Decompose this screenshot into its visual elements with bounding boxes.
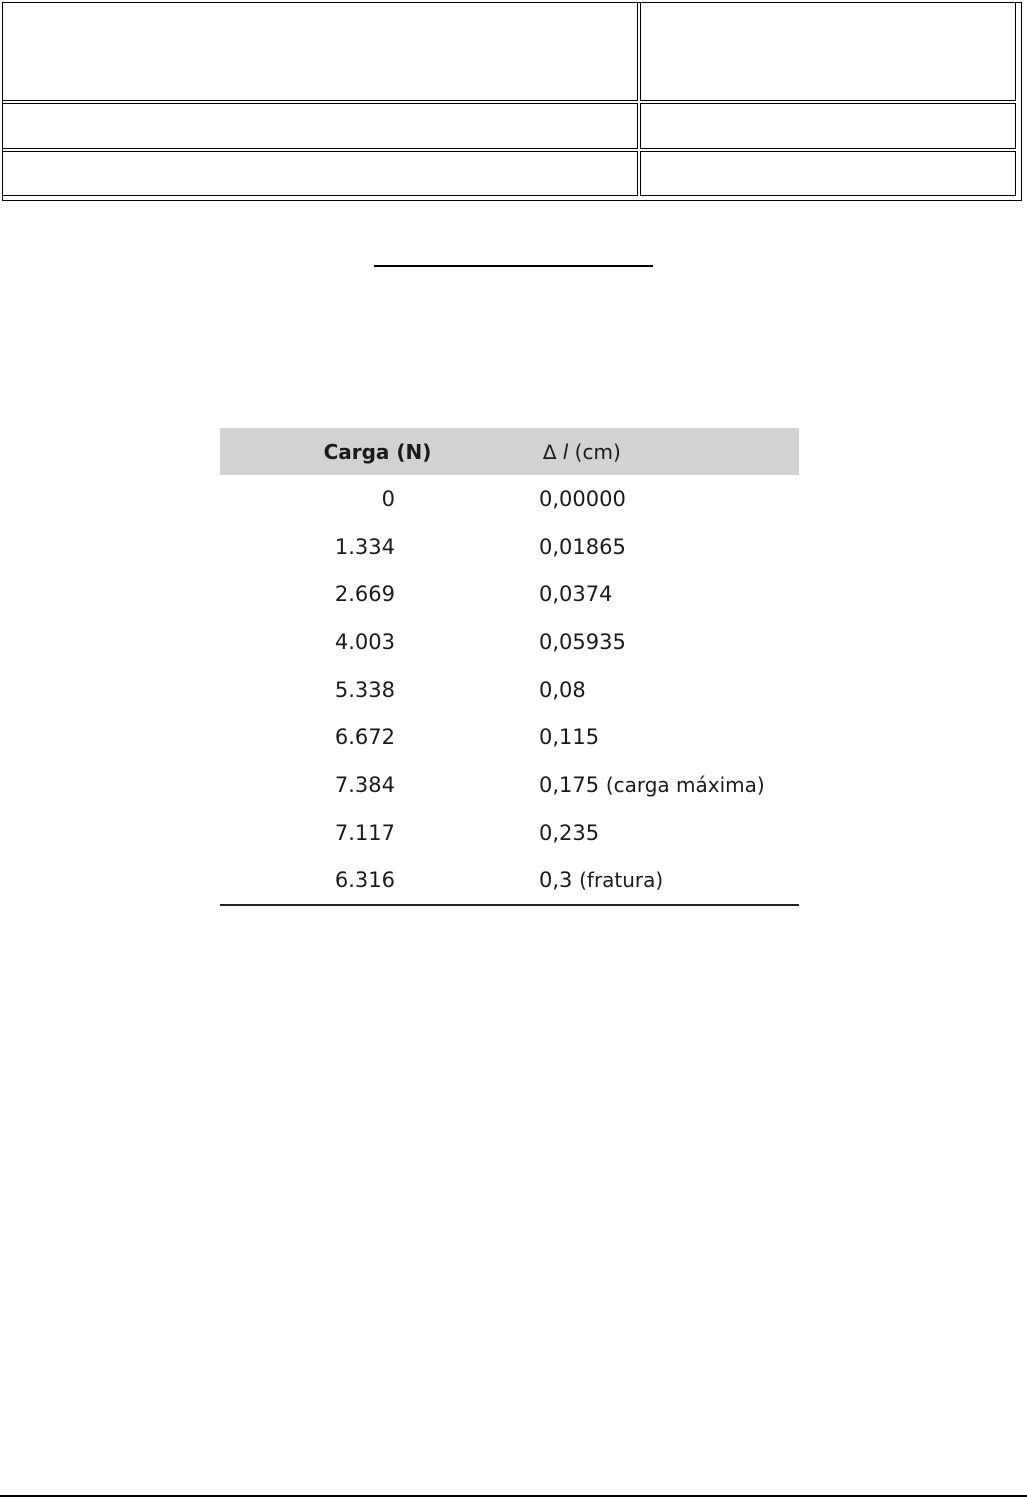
- delta-cell: [535, 713, 799, 761]
- table-row: [220, 857, 799, 906]
- table-row: [220, 666, 799, 714]
- delta-unit: (cm): [574, 439, 621, 464]
- header-cell-3-left: [2, 151, 638, 196]
- table-row: [220, 761, 799, 809]
- delta-value: 0,175: [539, 772, 600, 797]
- delta-value: 0,01865: [539, 534, 626, 559]
- header-cell-1-right: [640, 2, 1016, 101]
- footer-rule: [0, 1495, 1027, 1497]
- table-row: [220, 570, 799, 618]
- table-row: [220, 809, 799, 857]
- delta-value: 0,0374: [539, 582, 613, 607]
- delta-cell: [535, 809, 799, 857]
- title-underline: [374, 265, 653, 267]
- max-load-note: (carga máxima): [605, 772, 765, 797]
- load-elongation-table: [220, 428, 799, 906]
- header-cell-3-right: [640, 151, 1016, 196]
- delta-cell: [535, 475, 799, 523]
- load-cell: 2.669: [334, 582, 395, 607]
- load-cell: 4.003: [334, 629, 395, 654]
- header-delta: [535, 428, 799, 475]
- fracture-note: (fratura): [579, 868, 664, 893]
- load-cell: 6.316: [220, 857, 535, 906]
- load-cell: 7.384: [334, 772, 395, 797]
- delta-variable: l: [562, 439, 569, 464]
- delta-value: 0,08: [539, 677, 586, 702]
- delta-value: 0,3: [539, 868, 573, 893]
- delta-value: 0,235: [539, 820, 600, 845]
- header-cell-1-left: [2, 2, 638, 101]
- table-row: [220, 523, 799, 571]
- table-row: [220, 713, 799, 761]
- header-cell-2-right: [640, 103, 1016, 149]
- delta-value: 0,05935: [539, 629, 626, 654]
- delta-cell: [535, 618, 799, 666]
- header-load: Carga (N): [323, 439, 432, 464]
- delta-cell: [535, 570, 799, 618]
- delta-value: 0,00000: [539, 486, 626, 511]
- table-header-row: [220, 428, 799, 475]
- delta-cell: [535, 523, 799, 571]
- load-cell: 7.117: [334, 820, 395, 845]
- table-row: [220, 475, 799, 523]
- delta-symbol: ∆: [543, 439, 557, 464]
- load-cell: 5.338: [334, 677, 395, 702]
- delta-cell: [535, 666, 799, 714]
- table-row: [220, 618, 799, 666]
- load-cell: 1.334: [334, 534, 395, 559]
- delta-cell: [535, 857, 799, 906]
- load-cell: 6.672: [334, 725, 395, 750]
- delta-value: 0,115: [539, 725, 600, 750]
- load-cell: 0: [381, 486, 395, 511]
- header-cell-2-left: [2, 103, 638, 149]
- delta-cell: [535, 761, 799, 809]
